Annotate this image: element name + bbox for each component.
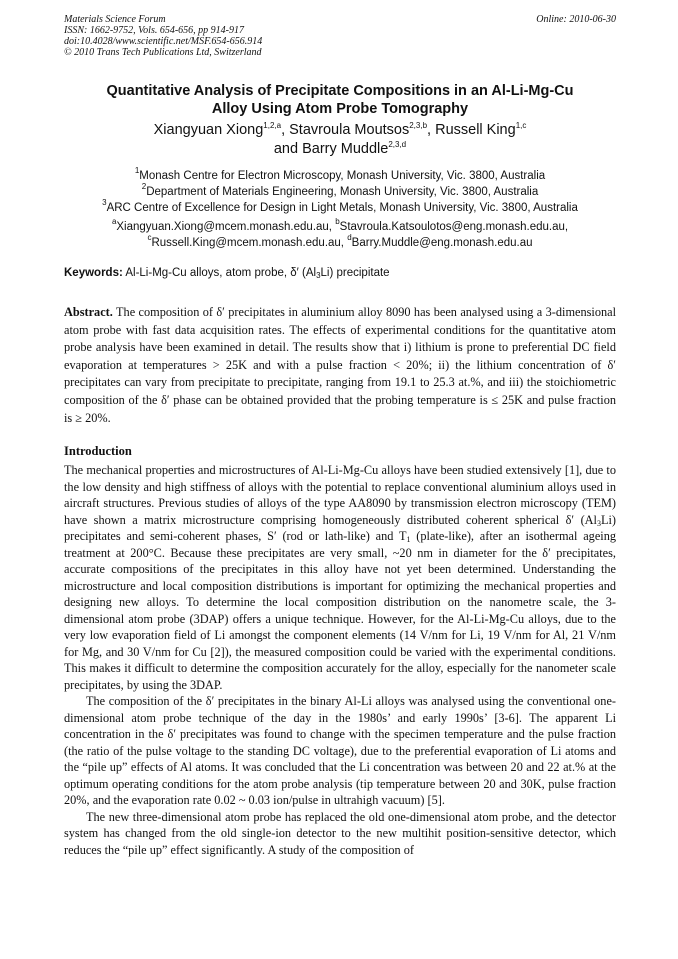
- section-heading-introduction: Introduction: [64, 444, 132, 458]
- affiliation-number: 2: [141, 182, 147, 191]
- journal-header: [64, 14, 616, 58]
- author-name: Stavroula Moutsos: [289, 122, 410, 138]
- paragraph: The new three-dimensional atom probe has replaced the old one-dimensional atom probe, and the detector system has changed from the old single-ion detector to the new multihit position-sensitive detector, which reduces the “pile up” effect significantly. A study of the composition of: [64, 809, 616, 857]
- email-letter: a: [111, 217, 117, 226]
- keywords-subscript: 3: [316, 271, 321, 280]
- keywords-line: [64, 266, 616, 281]
- author-name: Xiangyuan Xiong: [153, 122, 264, 138]
- keywords-label: Keywords:: [64, 267, 123, 279]
- title-line-1: Quantitative Analysis of Precipitate Compositions in an Al-Li-Mg-Cu: [106, 83, 574, 99]
- keywords-text-end: Li) precipitate: [320, 267, 390, 279]
- email-letter: b: [335, 217, 340, 226]
- author-affil-sup: 2,3,d: [388, 140, 407, 149]
- author-line-2: [64, 140, 616, 159]
- affiliation-line: [64, 168, 616, 184]
- email-address: Xiangyuan.Xiong@mcem.monash.edu.au,: [116, 221, 332, 233]
- email-line-2: [64, 235, 616, 251]
- author-line-1: Xiangyuan Xiong$^{1,2,a}$, Stavroula Moutsos$^{2,3,b}$, Russell King$^{1,c}$: [153, 121, 527, 138]
- email-address: Russell.King@mcem.monash.edu.au,: [151, 237, 345, 249]
- abstract-label: Abstract.: [64, 305, 113, 319]
- online-date: Online: 2010-06-30: [536, 14, 616, 25]
- introduction-body: [64, 462, 616, 858]
- email-letter: d: [347, 233, 352, 242]
- affiliation-line: [64, 184, 616, 200]
- paper-title: [64, 82, 616, 118]
- author-affil-sup: 1,2,a: [263, 121, 282, 130]
- affiliation-line: [64, 200, 616, 216]
- paragraph-text: Li) precipitates and semi-coherent phases, S′ (rod or lath-like) and T: [64, 512, 616, 543]
- abstract: [64, 304, 616, 427]
- author-list: [64, 121, 616, 159]
- doi-line: doi:10.4028/www.scientific.net/MSF.654-656.914: [64, 36, 263, 47]
- author-affil-sup: 1,c: [515, 121, 527, 130]
- title-line-2: Alloy Using Atom Probe Tomography: [211, 101, 469, 117]
- subscript: 1: [406, 535, 411, 544]
- affiliation-text: ARC Centre of Excellence for Design in Light Metals, Monash University, Vic. 3800, Australia: [106, 202, 578, 214]
- copyright-line: © 2010 Trans Tech Publications Ltd, Switzerland: [64, 47, 262, 58]
- author-affil-sup: 2,3,b: [409, 121, 428, 130]
- author-emails: [64, 219, 616, 251]
- affiliation-number: 1: [134, 166, 140, 175]
- email-letter: c: [147, 233, 152, 242]
- affiliation-text: Monash Centre for Electron Microscopy, Monash University, Vic. 3800, Australia: [139, 170, 546, 182]
- affiliation-number: 3: [102, 198, 107, 207]
- paragraph-text: The mechanical properties and microstructures of Al-Li-Mg-Cu alloys have been studied extensively [1], due to the low density and high stiffness of alloys with the potential to replace conventional aluminium alloys used in aircraft structures. Previous studies of alloys of the type AA8090 by transmission electron microscopy (TEM) have shown a matrix microstructure comprising homogeneously distributed coherent spherical δ′ (Al: [64, 463, 616, 527]
- and-word: and: [273, 141, 299, 157]
- abstract-text: The composition of δ′ precipitates in aluminium alloy 8090 has been analysed using a 3-dimensional atom probe with fast data acquisition rates. The effects of experimental conditions for the quantitative atom probe analysis have been examined in detail. The results show that i) lithium is prone to preferential DC field evaporation at temperatures > 25K and with a pulse fraction < 20%; ii) the lithium concentration of δ′ precipitates can vary from precipitate to precipitate, ranging from 19.1 to 25.3 at.%, and iii) the stoichiometric composition of the δ′ phase can be obtained provided that the probing temperature is ≤ 25K and pulse fraction is ≥ 20%.: [64, 305, 616, 425]
- paragraph: [64, 462, 616, 693]
- author-name: Barry Muddle: [302, 141, 389, 157]
- author-name: Russell King: [435, 122, 516, 138]
- subscript: 3: [596, 518, 601, 528]
- paragraph-text: (plate-like), after an isothermal ageing treatment at 200°C. Because these precipitates are very small, ~20 nm in diameter for the δ′ precipitates, accurate compositions of the precipitates in this alloy have not yet been determined. Understanding the microstructure and local composition distributions is important for optimizing the mechanical properties and designing new alloys. To determine the local composition distribution on the nanometre scale, the 3-dimensional atom probe (3DAP) offers a unique technique. However, for the Al-Li-Mg-Cu alloys, due to the very low evaporation field of Li amongst the component elements (14 V/nm for Li, 19 V/nm for Al, 21 V/nm for Mg, and 30 V/nm for Cu [2]), the measured composition could be varied with the experimental conditions. This makes it difficult to determine the composition accurately for the alloy, especially for the nanometer scale precipitates, by using the 3DAP.: [64, 529, 616, 692]
- journal-name: Materials Science Forum: [64, 14, 166, 25]
- affiliations: [64, 168, 616, 216]
- email-address: Barry.Muddle@eng.monash.edu.au: [351, 237, 533, 249]
- issn-line: ISSN: 1662-9752, Vols. 654-656, pp 914-917: [64, 25, 244, 36]
- paragraph: The composition of the δ′ precipitates in the binary Al-Li alloys was analysed using the conventional one-dimensional atom probe technique of the day in the 1980s’ and early 1990s’ [3-6]. The apparent Li concentration in the δ′ precipitates was found to change with the specimen temperature and the pulse fraction (the ratio of the pulse voltage to the standing DC voltage), due to the preferential evaporation of Li atoms and the “pile up” effects of Al atoms. It was concluded that the Li concentration was between 20 and 22 at.% at the optimum operating conditions for the atom probe analysis (tip temperature between 20 and 30K, pulse fraction 20%, and the evaporation rate 0.02 ~ 0.03 ion/pulse in ultrahigh vacuum) [5].: [64, 694, 616, 807]
- email-address: Stavroula.Katsoulotos@eng.monash.edu.au,: [339, 221, 569, 233]
- keywords-text: Al-Li-Mg-Cu alloys, atom probe, δ′ (Al: [125, 267, 317, 279]
- affiliation-text: Department of Materials Engineering, Monash University, Vic. 3800, Australia: [146, 186, 539, 198]
